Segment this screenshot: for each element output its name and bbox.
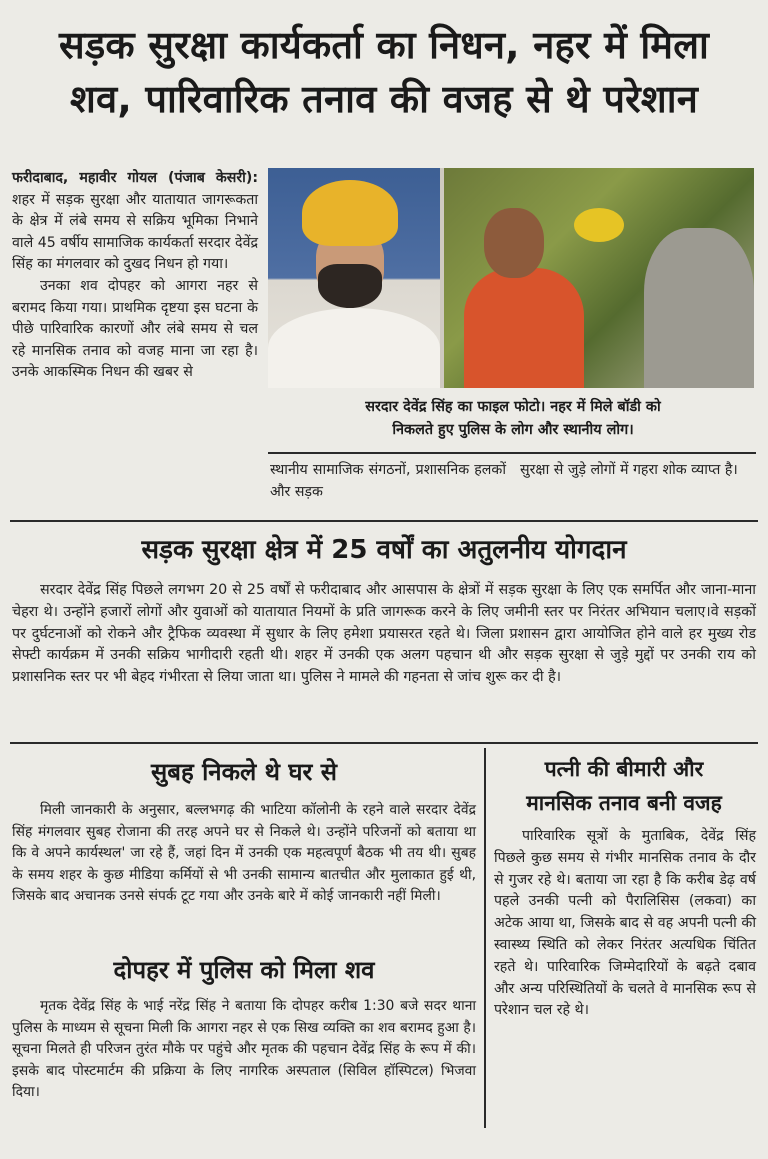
wife-heading (492, 752, 756, 820)
morning-paragraph: मिली जानकारी के अनुसार, बल्लभगढ़ की भाटिया कॉलोनी के रहने वाले सरदार देवेंद्र सिंह मंगलवार सुबह रोजाना की तरह अपने घर से निकले थे। उन्होंने परिजनों को बताया था कि वे अपने कार्यस्थल' जा रहे हैं, जहां दिन में उनकी एक महत्वपूर्ण बैठक भी तय थी। सुबह के समय शहर के कुछ मीडिया कर्मियों से भी उनकी सामान्य बातचीत और मुलाकात हुई थी, जिसके बाद अचानक उनसे संपर्क टूट गया और उनके बारे में कोई जानकारी नहीं मिली। (12, 802, 476, 905)
intro-paragraph-2: उनका शव दोपहर को आगरा नहर से बरामद किया गया। प्राथमिक दृष्टया इस घटना के पीछे पारिवारिक कारणों और लंबे समय से चल रहे मानसिक तनाव को वजह माना जा रहा है। उनके आकस्मिक निधन की खबर से (12, 277, 258, 381)
contribution-heading: सड़क सुरक्षा क्षेत्र में 25 वर्षों का अतुलनीय योगदान (141, 535, 627, 565)
wife-body (494, 826, 756, 1022)
photo-caption-line-2: निकलते हुए पुलिस के लोग और स्थानीय लोग। (392, 422, 634, 438)
contribution-paragraph: सरदार देवेंद्र सिंह पिछले लगभग 20 से 25 वर्षों से फरीदाबाद और आसपास के क्षेत्रों में सड़क सुरक्षा के लिए एक समर्पित और जाना-माना चेहरा थे। उन्होंने हजारों लोगों और युवाओं को यातायात नियमों के प्रति जागरूक करने के लिए जमीनी स्तर पर निरंतर अभियान चलाए।वे सड़कों पर दुर्घटनाओं को रोकने और ट्रैफिक व्यवस्था में सुधार के लिए हमेशा प्रयासरत रहते थे। जिला प्रशासन द्वारा आयोजित होने वाले हर मुख्य रोड सेफ्टी कार्यक्रम में उनकी सक्रिय भागीदारी रहती थी। शहर में उनकी एक अलग पहचान थी और सड़क सुरक्षा से जुड़े मुद्दों पर उनकी राय को प्रशासनिक स्तर पर भी बेहद गंभीरता से लिया जाता था। पुलिस ने मामले की गहनता से जांच शुरू कर दी है। (12, 582, 756, 686)
section-divider-middle (10, 742, 758, 744)
afternoon-heading: दोपहर में पुलिस को मिला शव (113, 956, 375, 984)
column-divider (484, 748, 486, 1128)
canal-scene-photo (444, 168, 754, 388)
wife-heading-line-1: पत्नी की बीमारी और (544, 757, 704, 781)
continuation-right: सुरक्षा से जुड़े लोगों में गहरा शोक व्याप्त है। (520, 462, 738, 478)
dateline: फरीदाबाद, महावीर गोयल (पंजाब केसरी): (12, 170, 258, 186)
morning-heading: सुबह निकले थे घर से (151, 758, 337, 786)
photo-caption (270, 396, 756, 442)
headline-line-1: सड़क सुरक्षा कार्यकर्ता का निधन, नहर में मिला (58, 23, 710, 67)
headline-line-2: शव, पारिवारिक तनाव की वजह से थे परेशान (69, 77, 699, 121)
photo-caption-line-1: सरदार देवेंद्र सिंह का फाइल फोटो। नहर में मिले बॉडी को (365, 399, 661, 415)
photo-panel (268, 168, 754, 388)
caption-divider (268, 452, 756, 454)
section-divider-top (10, 520, 758, 522)
morning-body (12, 800, 476, 908)
wife-heading-line-2: मानसिक तनाव बनी वजह (526, 791, 722, 815)
continuation-left: स्थानीय सामाजिक संगठनों, प्रशासनिक हलकों और सड़क (270, 462, 506, 500)
intro-paragraph-1: शहर में सड़क सुरक्षा और यातायात जागरूकता के क्षेत्र में लंबे समय से सक्रिय भूमिका निभाने वाले 45 वर्षीय सामाजिक कार्यकर्ता सरदार देवेंद्र सिंह का मंगलवार को दुखद निधन हो गया। (12, 191, 258, 273)
wife-paragraph: पारिवारिक सूत्रों के मुताबिक, देवेंद्र सिंह पिछले कुछ समय से गंभीर मानसिक तनाव के दौर से गुजर रहे थे। बताया जा रहा है कि करीब डेढ़ वर्ष पहले उनकी पत्नी को पैरालिसिस (लकवा) का अटेक आया था, जिसके बाद से वह अपनी पत्नी की स्वास्थ्य स्थिति को लेकर निरंतर अत्यधिक चिंतित रहते थे। पारिवारिक जिम्मेदारियों के बढ़ते दबाव और अन्य परिस्थितियों के चलते वे मानसिक रूप से परेशान चल रहे थे। (494, 828, 756, 1019)
intro-column (12, 168, 258, 384)
contribution-body (12, 580, 756, 689)
afternoon-body (12, 996, 476, 1104)
headline (10, 18, 758, 126)
file-photo-portrait (268, 168, 440, 388)
afternoon-paragraph: मृतक देवेंद्र सिंह के भाई नरेंद्र सिंह ने बताया कि दोपहर करीब 1:30 बजे सदर थाना पुलिस के माध्यम से सूचना मिली कि आगरा नहर से एक सिख व्यक्ति का शव बरामद हुआ है। सूचना मिलते ही परिजन तुरंत मौके पर पहुंचे और मृतक की पहचान देवेंद्र सिंह के रूप में की। इसके बाद पोस्टमार्टम की प्रक्रिया के लिए नागरिक अस्पताल (सिविल हॉस्पिटल) भिजवा दिया। (12, 998, 476, 1101)
